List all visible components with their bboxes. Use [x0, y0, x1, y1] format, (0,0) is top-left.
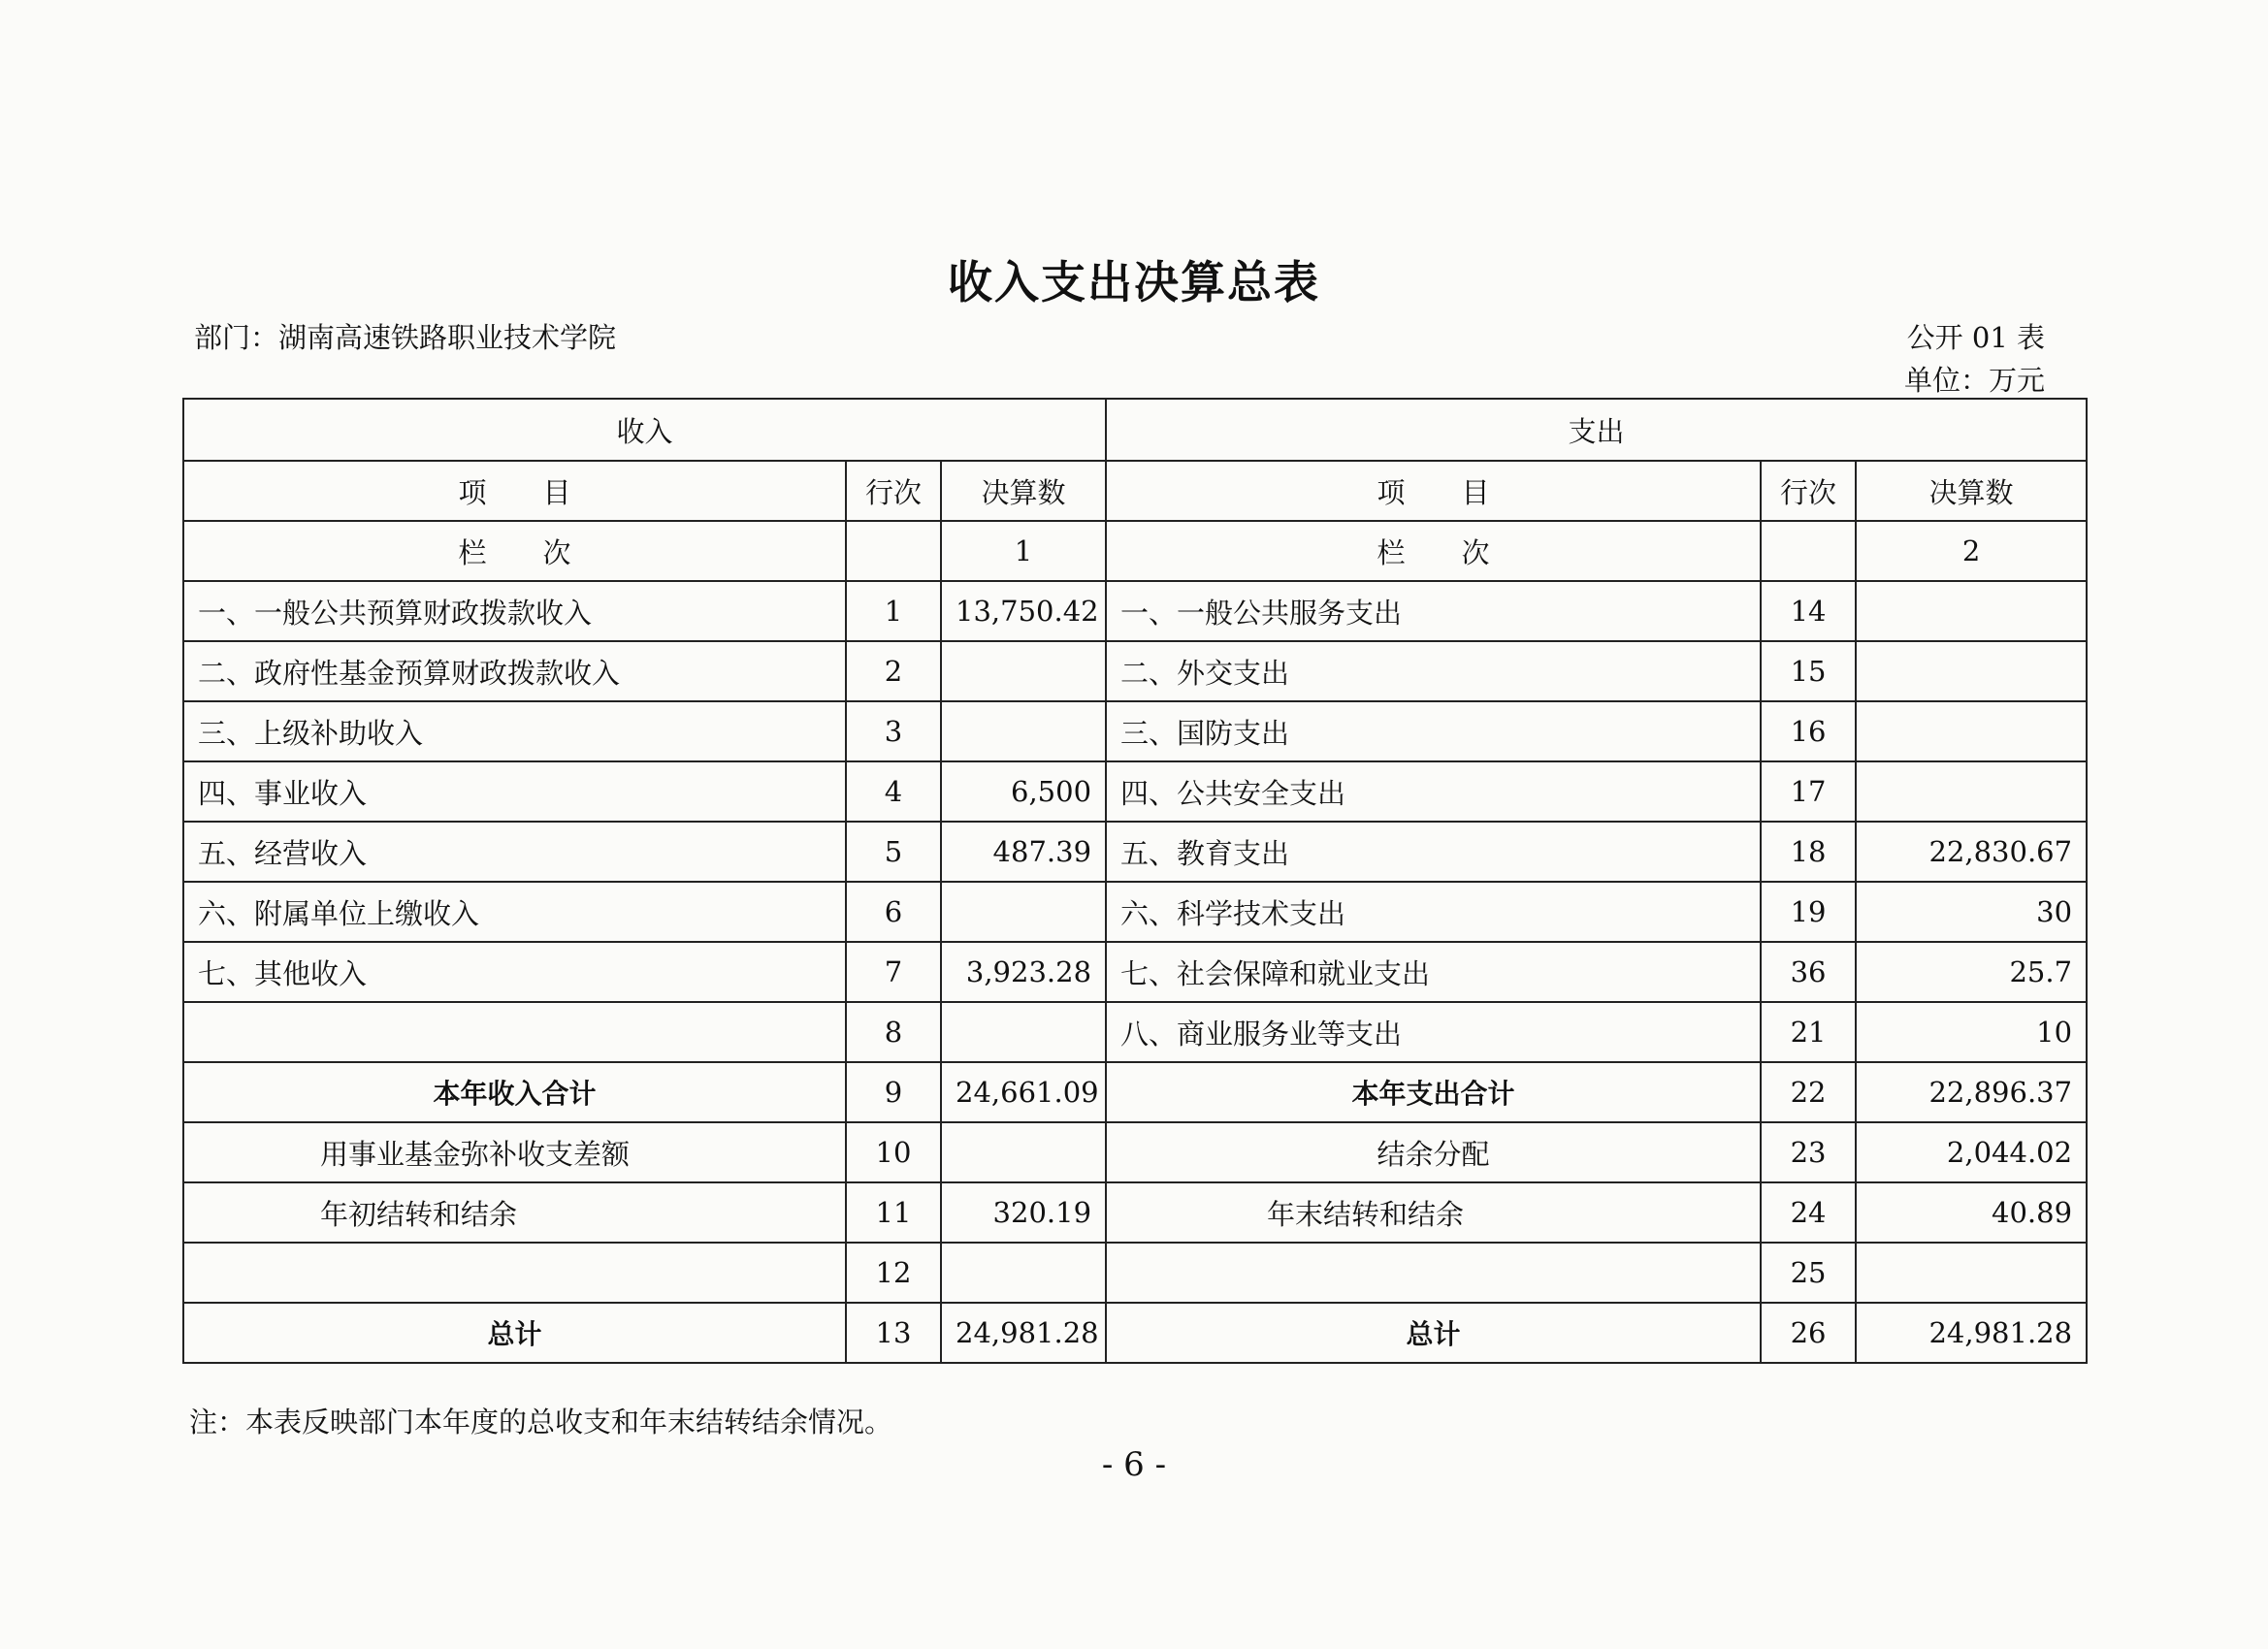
expense-amount [1856, 1243, 2087, 1303]
table-row [183, 761, 2087, 822]
income-item: 六、附属单位上缴收入 [183, 882, 846, 942]
income-total-label: 总计 [183, 1303, 846, 1363]
income-column-blank [846, 521, 941, 581]
table-row [183, 1182, 2087, 1243]
expense-item: 八、商业服务业等支出 [1106, 1002, 1761, 1062]
income-amount [941, 882, 1106, 942]
income-amount: 487.39 [941, 822, 1106, 882]
table-row [183, 701, 2087, 761]
income-amount: 6,500 [941, 761, 1106, 822]
income-amount [941, 1002, 1106, 1062]
expense-amount: 10 [1856, 1002, 2087, 1062]
column-header-row [183, 461, 2087, 521]
unit-label: 单位：万元 [1903, 364, 2045, 397]
income-line-no: 5 [846, 822, 941, 882]
income-amount [941, 1122, 1106, 1182]
expense-amount-header: 决算数 [1856, 461, 2087, 521]
expense-line-no: 23 [1761, 1122, 1856, 1182]
expense-column-blank [1761, 521, 1856, 581]
income-line-no: 13 [846, 1303, 941, 1363]
expense-subtotal-amount: 22,896.37 [1856, 1062, 2087, 1122]
expense-line-no: 19 [1761, 882, 1856, 942]
expense-amount: 22,830.67 [1856, 822, 2087, 882]
expense-total-label: 总计 [1106, 1303, 1761, 1363]
expense-amount: 25.7 [1856, 942, 2087, 1002]
income-line-no: 3 [846, 701, 941, 761]
expense-section-header: 支出 [1106, 399, 2087, 461]
income-item: 一、一般公共预算财政拨款收入 [183, 581, 846, 641]
expense-line-no: 14 [1761, 581, 1856, 641]
expense-line-no: 26 [1761, 1303, 1856, 1363]
table-row [183, 942, 2087, 1002]
total-row [183, 1303, 2087, 1363]
table-row [183, 822, 2087, 882]
expense-amount [1856, 701, 2087, 761]
income-item: 年初结转和结余 [183, 1182, 846, 1243]
income-line-no: 7 [846, 942, 941, 1002]
page-number: - 6 - [1101, 1445, 1167, 1484]
income-amount: 13,750.42 [941, 581, 1106, 641]
income-amount [941, 641, 1106, 701]
expense-line-no: 36 [1761, 942, 1856, 1002]
income-expense-table [182, 398, 2088, 1364]
expense-amount [1856, 581, 2087, 641]
expense-line-no-header: 行次 [1761, 461, 1856, 521]
table-note: 注：本表反映部门本年度的总收支和年末结转结余情况。 [189, 1406, 893, 1439]
expense-line-no: 17 [1761, 761, 1856, 822]
expense-item: 一、一般公共服务支出 [1106, 581, 1761, 641]
department-label: 部门：湖南高速铁路职业技术学院 [194, 321, 617, 354]
income-item-header: 项 目 [183, 461, 846, 521]
table-row [183, 641, 2087, 701]
table-row [183, 1243, 2087, 1303]
page-title: 收入支出决算总表 [948, 256, 1320, 308]
income-subtotal-label: 本年收入合计 [183, 1062, 846, 1122]
income-line-no: 2 [846, 641, 941, 701]
income-amount: 3,923.28 [941, 942, 1106, 1002]
expense-item: 七、社会保障和就业支出 [1106, 942, 1761, 1002]
income-item [183, 1243, 846, 1303]
expense-item: 六、科学技术支出 [1106, 882, 1761, 942]
income-subtotal-amount: 24,661.09 [941, 1062, 1106, 1122]
income-line-no: 8 [846, 1002, 941, 1062]
income-line-no: 6 [846, 882, 941, 942]
expense-line-no: 15 [1761, 641, 1856, 701]
income-item: 二、政府性基金预算财政拨款收入 [183, 641, 846, 701]
expense-column-index: 2 [1856, 521, 2087, 581]
income-item [183, 1002, 846, 1062]
expense-line-no: 21 [1761, 1002, 1856, 1062]
income-line-no: 10 [846, 1122, 941, 1182]
expense-item: 二、外交支出 [1106, 641, 1761, 701]
expense-amount: 2,044.02 [1856, 1122, 2087, 1182]
income-amount-header: 决算数 [941, 461, 1106, 521]
subtotal-row [183, 1062, 2087, 1122]
table-row [183, 1122, 2087, 1182]
expense-item: 五、教育支出 [1106, 822, 1761, 882]
expense-item: 结余分配 [1106, 1122, 1761, 1182]
income-amount: 320.19 [941, 1182, 1106, 1243]
expense-item-header: 项 目 [1106, 461, 1761, 521]
section-header-row [183, 399, 2087, 461]
table-row [183, 1002, 2087, 1062]
income-column-label: 栏 次 [183, 521, 846, 581]
column-index-row [183, 521, 2087, 581]
income-total-amount: 24,981.28 [941, 1303, 1106, 1363]
expense-amount [1856, 641, 2087, 701]
expense-line-no: 24 [1761, 1182, 1856, 1243]
expense-line-no: 18 [1761, 822, 1856, 882]
expense-amount: 30 [1856, 882, 2087, 942]
expense-amount: 40.89 [1856, 1182, 2087, 1243]
income-line-no: 9 [846, 1062, 941, 1122]
expense-item: 四、公共安全支出 [1106, 761, 1761, 822]
income-column-index: 1 [941, 521, 1106, 581]
table-row [183, 882, 2087, 942]
expense-item [1106, 1243, 1761, 1303]
income-item: 七、其他收入 [183, 942, 846, 1002]
expense-total-amount: 24,981.28 [1856, 1303, 2087, 1363]
expense-line-no: 25 [1761, 1243, 1856, 1303]
expense-item: 年末结转和结余 [1106, 1182, 1761, 1243]
income-line-no-header: 行次 [846, 461, 941, 521]
income-amount [941, 701, 1106, 761]
income-item: 用事业基金弥补收支差额 [183, 1122, 846, 1182]
expense-item: 三、国防支出 [1106, 701, 1761, 761]
income-item: 五、经营收入 [183, 822, 846, 882]
income-line-no: 1 [846, 581, 941, 641]
table-row [183, 581, 2087, 641]
form-number: 公开 01 表 [1906, 321, 2045, 354]
expense-subtotal-label: 本年支出合计 [1106, 1062, 1761, 1122]
income-line-no: 12 [846, 1243, 941, 1303]
income-section-header: 收入 [183, 399, 1106, 461]
income-line-no: 4 [846, 761, 941, 822]
expense-line-no: 16 [1761, 701, 1856, 761]
income-item: 四、事业收入 [183, 761, 846, 822]
expense-amount [1856, 761, 2087, 822]
income-amount [941, 1243, 1106, 1303]
income-line-no: 11 [846, 1182, 941, 1243]
expense-line-no: 22 [1761, 1062, 1856, 1122]
expense-column-label: 栏 次 [1106, 521, 1761, 581]
income-item: 三、上级补助收入 [183, 701, 846, 761]
